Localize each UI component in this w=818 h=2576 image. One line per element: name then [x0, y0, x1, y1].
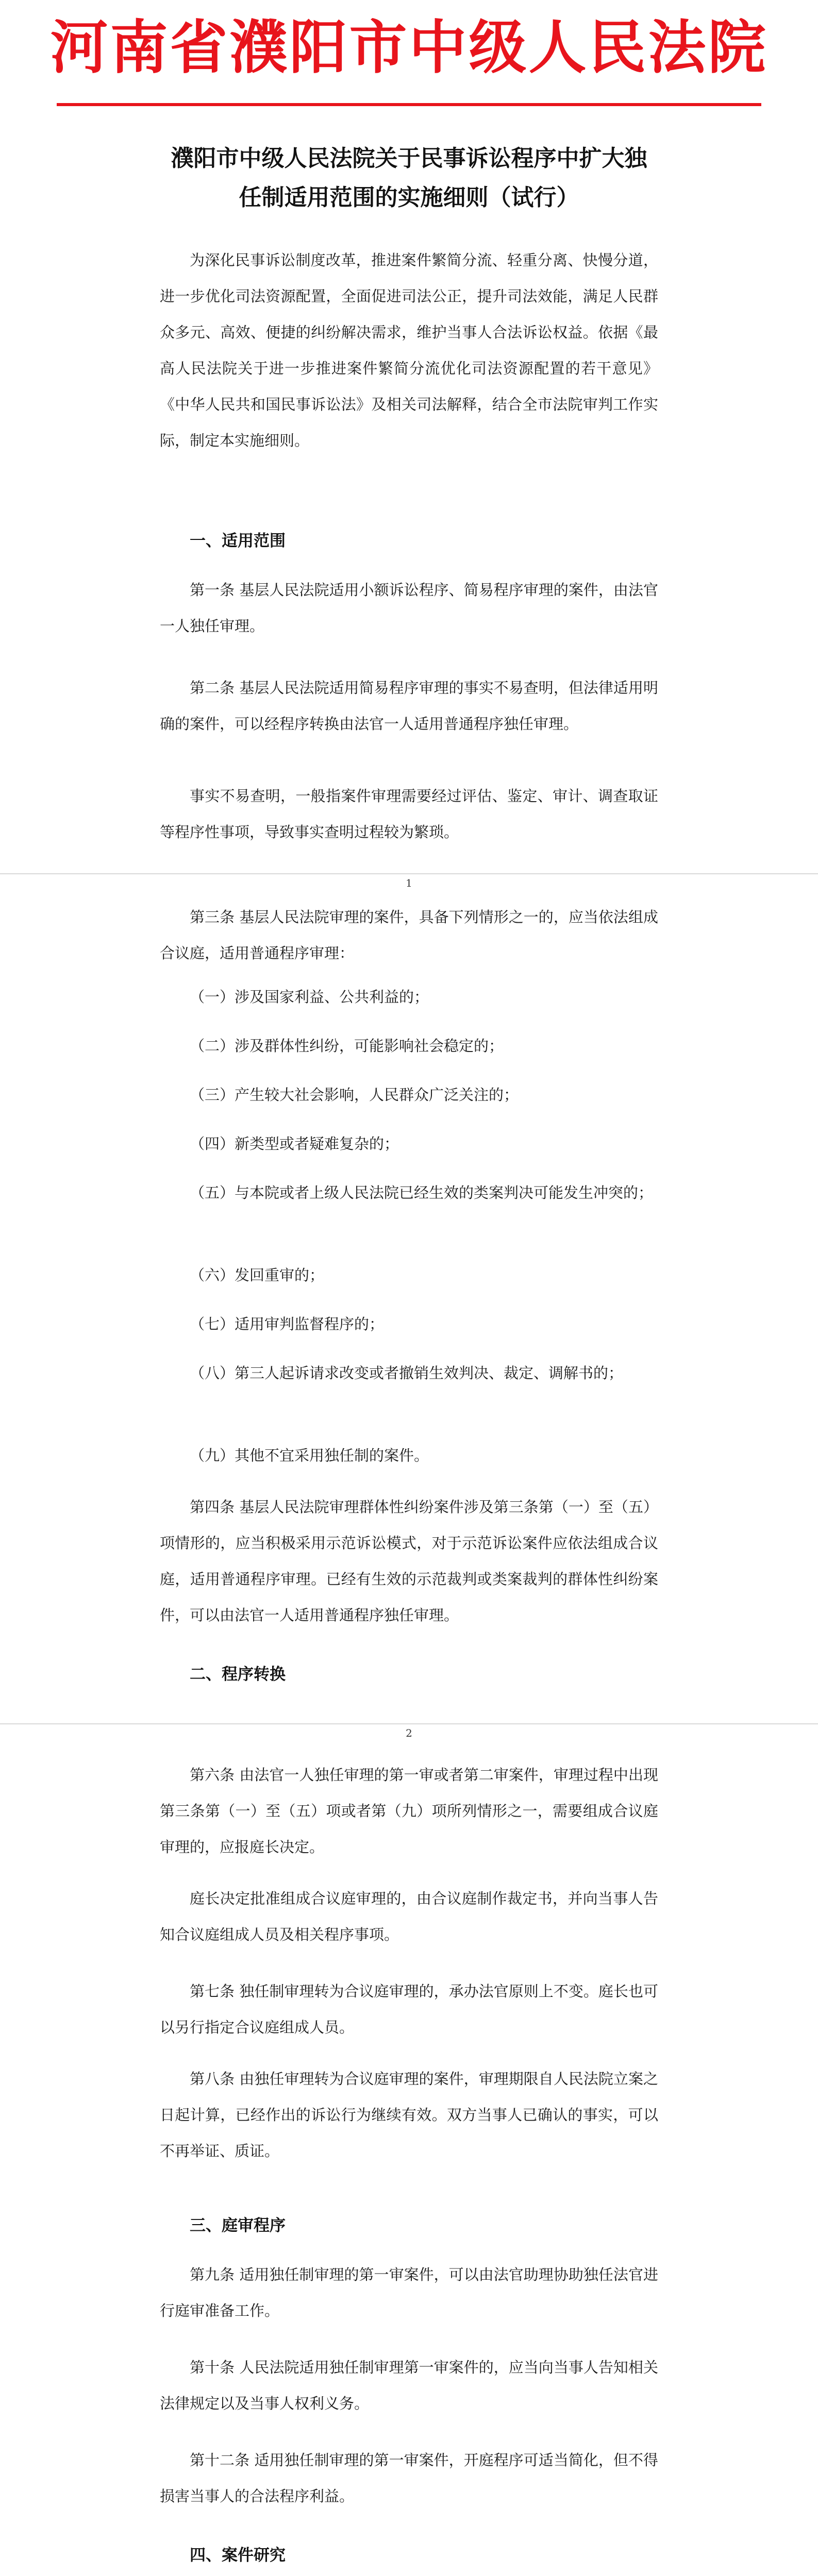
- article-paragraph: 第八条 由独任审理转为合议庭审理的案件，审理期限自人民法院立案之日起计算，已经作出的诉讼行为继续有效。双方当事人已确认的事实，可以不再举证、质证。: [160, 2070, 658, 2160]
- article-paragraph: 庭长决定批准组成合议庭审理的，由合议庭制作裁定书，并向当事人告知合议庭组成人员及相关程序事项。: [160, 1890, 658, 1943]
- section-heading: 一、适用范围: [190, 532, 286, 550]
- article-paragraph: （七）适用审判监督程序的；: [190, 1315, 385, 1333]
- article-paragraph: （二）涉及群体性纠纷，可能影响社会稳定的；: [190, 1037, 504, 1055]
- article-paragraph: 第一条 基层人民法院适用小额诉讼程序、简易程序审理的案件，由法官一人独任审理。: [160, 581, 658, 635]
- section-heading: 二、程序转换: [190, 1665, 286, 1684]
- document-title: 濮阳市中级人民法院关于民事诉讼程序中扩大独任制适用范围的实施细则（试行）: [171, 145, 647, 211]
- article-paragraph: 第九条 适用独任制审理的第一审案件，可以由法官助理协助独任法官进行庭审准备工作。: [160, 2266, 658, 2319]
- article-paragraph: （八）第三人起诉请求改变或者撤销生效判决、裁定、调解书的；: [190, 1364, 624, 1382]
- page-number: 1: [406, 877, 412, 889]
- page-separator: [0, 873, 818, 874]
- header-red-rule: [57, 103, 761, 106]
- section-heading: 三、庭审程序: [190, 2216, 286, 2235]
- article-paragraph: （五）与本院或者上级人民法院已经生效的类案判决可能发生冲突的；: [190, 1184, 654, 1201]
- article-paragraph: （六）发回重审的；: [190, 1266, 325, 1284]
- article-paragraph: （四）新类型或者疑难复杂的；: [190, 1135, 399, 1153]
- article-paragraph: 第十二条 适用独任制审理的第一审案件，开庭程序可适当简化，但不得损害当事人的合法程序利益。: [160, 2451, 658, 2505]
- article-paragraph: 第六条 由法官一人独任审理的第一审或者第二审案件，审理过程中出现第三条第（一）至（五）项或者第（九）项所列情形之一，需要组成合议庭审理的，应报庭长决定。: [160, 1766, 658, 1856]
- article-paragraph: （一）涉及国家利益、公共利益的；: [190, 988, 429, 1006]
- article-paragraph: 第四条 基层人民法院审理群体性纠纷案件涉及第三条第（一）至（五）项情形的，应当积极采用示范诉讼模式，对于示范诉讼案件应依法组成合议庭，适用普通程序审理。已经有生效的示范裁判或类案裁判的群体性纠纷案件，可以由法官一人适用普通程序独任审理。: [160, 1498, 658, 1624]
- article-paragraph: 第二条 基层人民法院适用简易程序审理的事实不易查明，但法律适用明确的案件，可以经程序转换由法官一人适用普通程序独任审理。: [160, 679, 658, 733]
- page-number: 2: [406, 1727, 412, 1739]
- article-paragraph: 第三条 基层人民法院审理的案件，具备下列情形之一的，应当依法组成合议庭，适用普通程序审理：: [160, 908, 658, 962]
- article-paragraph: 事实不易查明，一般指案件审理需要经过评估、鉴定、审计、调查取证等程序性事项，导致事实查明过程较为繁琐。: [160, 787, 658, 841]
- article-paragraph: （九）其他不宜采用独任制的案件。: [190, 1447, 429, 1464]
- article-paragraph: 第七条 独任制审理转为合议庭审理的，承办法官原则上不变。庭长也可以另行指定合议庭组成人员。: [160, 1982, 658, 2036]
- page-separator: [0, 1723, 818, 1724]
- section-heading: 四、案件研究: [190, 2546, 286, 2565]
- header-court-name: 河南省濮阳市中级人民法院: [50, 14, 768, 81]
- article-paragraph: （三）产生较大社会影响，人民群众广泛关注的；: [190, 1086, 519, 1104]
- preamble: 为深化民事诉讼制度改革，推进案件繁简分流、轻重分离、快慢分道，进一步优化司法资源配置，全面促进司法公正，提升司法效能，满足人民群众多元、高效、便捷的纠纷解决需求，维护当事人合法诉讼权益。依据《最高人民法院关于进一步推进案件繁简分流优化司法资源配置的若干意见》《中华人民共和国民事诉讼法》及相关司法解释，结合全市法院审判工作实际，制定本实施细则。: [160, 251, 658, 449]
- article-paragraph: 第十条 人民法院适用独任制审理第一审案件的，应当向当事人告知相关法律规定以及当事人权利义务。: [160, 2359, 658, 2412]
